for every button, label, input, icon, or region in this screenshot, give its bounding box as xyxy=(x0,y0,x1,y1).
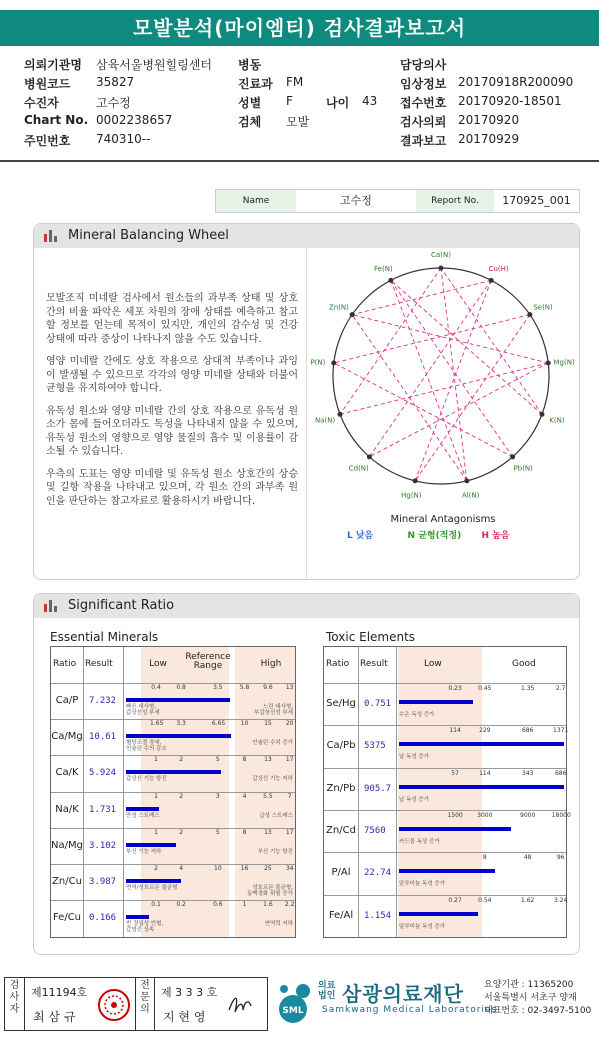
tick-label: 1371 xyxy=(553,727,569,735)
wheel-node-label: Zn(N) xyxy=(328,303,349,312)
org-tel: 대표번호 : 02-3497-5100 xyxy=(484,1006,592,1016)
tick-label: 8 xyxy=(482,854,487,862)
logo-text: SML xyxy=(282,1006,304,1016)
ratio-note-low: 만성 스트레스 xyxy=(126,812,160,819)
tick-label: 15 xyxy=(264,720,272,728)
ratio-note-low: 빈 결핍성 빈혈, 갑염증 상속 xyxy=(126,921,164,934)
ratio-note-low: 혈당조절 장애, 인슐린 수의 감소 xyxy=(126,740,167,753)
wheel-node-label: Na(N) xyxy=(314,416,336,425)
verifier-license: 제11194호 xyxy=(31,986,88,999)
ratio-bar xyxy=(399,742,564,746)
toxic-header xyxy=(324,647,566,683)
tick-label: 2 xyxy=(179,828,184,836)
tick-label: 10 xyxy=(240,720,249,728)
wheel-node xyxy=(439,266,444,271)
tick-label: 3 xyxy=(215,792,220,800)
verifier-name: 최 삼 규 xyxy=(33,1010,76,1024)
label-resident-no: 주민번호 xyxy=(24,134,71,148)
ratio-note-high: 갑상선 기능 저하 xyxy=(252,776,293,783)
ratio-bar xyxy=(126,734,231,738)
org-name-en: Samkwang Medical Laboratories xyxy=(322,1005,498,1015)
antagonism-line xyxy=(415,280,491,480)
antagonism-line xyxy=(369,280,491,456)
tick-label: 7 xyxy=(287,792,292,800)
ratio-bar xyxy=(399,785,564,789)
legend-high: H 높음 xyxy=(481,531,510,541)
row-divider xyxy=(51,864,295,865)
tick-label: 3.3 xyxy=(176,720,186,728)
ratio-result: 1.731 xyxy=(89,804,117,815)
ratio-result: 10.61 xyxy=(89,732,117,743)
value-age: 43 xyxy=(362,94,378,108)
row-divider xyxy=(324,683,566,684)
ratio-result: 5375 xyxy=(364,741,386,752)
ratio-section-header xyxy=(34,594,579,618)
col-low: Low xyxy=(424,659,442,669)
wheel-section-title: Mineral Balancing Wheel xyxy=(68,228,229,243)
label-clinical-info: 임상정보 xyxy=(400,77,447,91)
tick-label: 1.65 xyxy=(150,720,164,728)
org-type-2: 법인 xyxy=(318,991,336,1001)
ratio-name: P/Al xyxy=(331,867,351,879)
ratio-name: Ca/K xyxy=(55,767,79,779)
name-report-box xyxy=(215,189,580,213)
name-label: Name xyxy=(216,190,296,212)
seal-stamp-icon xyxy=(97,988,131,1022)
ratio-bar xyxy=(126,915,149,919)
ratio-note-low: 면역/성호르몬 불균형 xyxy=(126,885,178,891)
value-patient: 고수정 xyxy=(96,96,131,110)
wheel-node xyxy=(331,360,336,365)
col-divider xyxy=(358,647,359,937)
ratio-note-high: 인슐린 수치 증가 xyxy=(252,740,293,747)
col-reference xyxy=(175,653,241,671)
wheel-node xyxy=(350,312,355,317)
tick-label: 686 xyxy=(554,769,567,777)
sml-logo-icon xyxy=(270,979,316,1025)
antagonism-line xyxy=(334,363,513,457)
label-doctor: 담당의사 xyxy=(400,58,447,72)
wheel-node xyxy=(527,312,532,317)
tick-label: 5 xyxy=(215,828,220,836)
wheel-paragraph: 영양 미네랄 간에도 상호 작용으로 상대적 부족이나 과잉이 발생될 수 있으므로 각각의 영양 미네랄 상태와 더불어 균형을 유지하여야 합니다. xyxy=(46,356,298,394)
label-ward: 병동 xyxy=(238,58,262,72)
org-address: 서울특별시 서초구 양재 xyxy=(484,993,577,1003)
wheel-node xyxy=(546,360,551,365)
ratio-note-high: 부신 기능 항진 xyxy=(257,848,293,855)
antagonism-line xyxy=(340,268,441,414)
antagonism-line xyxy=(391,280,542,414)
ratio-bar xyxy=(399,869,495,873)
ratio-note: 카드뮴 독성 증가 xyxy=(399,838,440,845)
ratio-bar xyxy=(399,827,511,831)
tick-label: 1.62 xyxy=(521,896,535,904)
tick-label: 17 xyxy=(285,828,294,836)
ratio-name: Zn/Cd xyxy=(326,824,356,836)
ratio-note: 납 독성 증가 xyxy=(399,796,430,803)
patient-info xyxy=(0,52,599,152)
row-divider xyxy=(51,828,295,829)
tick-label: 0.45 xyxy=(478,685,492,692)
wheel-diagram-pane xyxy=(306,248,579,578)
label-chart-no: Chart No. xyxy=(24,113,89,127)
report-title: 모발분석(마이엠티) 검사결과보고서 xyxy=(0,10,599,46)
wheel-paragraph: 유독성 원소와 영양 미네랄 간의 상호 작용으로 유독성 원소가 몸에 들어오더라도 독성을 나타내지 않을 수 있으며, 유독성 원소의 영향으로 영양 물질의 흡수 및 이용률이 감소될 수 있습니다. xyxy=(46,405,298,457)
antagonism-line xyxy=(352,280,491,314)
tick-label: 25 xyxy=(264,865,272,872)
wheel-node xyxy=(388,278,393,283)
tick-label: 3000 xyxy=(477,811,493,819)
col-result: Result xyxy=(360,659,388,669)
ratio-bar xyxy=(126,698,230,702)
wheel-node xyxy=(413,478,418,483)
ratio-bar xyxy=(126,770,221,774)
legend-low: L 낮음 xyxy=(347,531,374,541)
tick-label: 9.6 xyxy=(263,684,273,691)
ratio-name: Zn/Pb xyxy=(326,782,356,794)
row-divider xyxy=(51,900,295,901)
signature-icon xyxy=(225,992,255,1018)
tick-label: 8 xyxy=(242,828,247,836)
ratio-section xyxy=(33,593,580,955)
ratio-name: Se/Hg xyxy=(326,698,356,709)
report-no-label: Report No. xyxy=(416,190,494,212)
wheel-circle xyxy=(333,268,549,484)
bar-chart-icon xyxy=(44,600,58,612)
tick-label: 0.23 xyxy=(448,685,462,692)
verifier-label-text: 검사자 xyxy=(9,980,20,1015)
tick-label: 16 xyxy=(240,865,249,872)
wheel-node-label: Hg(N) xyxy=(401,491,422,500)
wheel-node-label: K(N) xyxy=(549,416,565,425)
label-specimen: 검체 xyxy=(238,115,262,129)
tick-label: 0.8 xyxy=(176,684,186,691)
ratio-note-high: 연역력 저하 xyxy=(264,921,293,928)
wheel-paragraph: 우측의 도표는 영양 미네랄 및 유독성 원소 상호간의 상승 및 길항 작용을 나타내고 있으며, 각 원소 간의 과부족 원인을 판단하는 참고자료로 활용하시기 바랍니다. xyxy=(46,468,298,507)
ratio-note: 알루미늄 독성 증가 xyxy=(399,881,446,888)
ratio-result: 7.232 xyxy=(89,696,117,706)
tick-label: 1 xyxy=(154,792,158,800)
ratio-name: Fe/Cu xyxy=(52,912,82,924)
wheel-node-label: Mg(N) xyxy=(553,358,575,367)
ratio-name: Zn/Cu xyxy=(52,876,82,887)
antagonism-line xyxy=(369,363,548,457)
wheel-node xyxy=(338,412,343,417)
label-age: 나이 xyxy=(326,96,350,110)
wheel-section-header xyxy=(34,224,579,248)
ratio-note-high: 느린 대사형, 부갑상선성 부세 xyxy=(254,704,293,716)
tick-label: 4 xyxy=(179,865,184,872)
tick-label: 0.27 xyxy=(448,896,462,904)
value-report-date: 20170929 xyxy=(458,132,520,146)
tick-label: 5 xyxy=(215,756,220,764)
verifier-label xyxy=(5,978,25,1030)
tick-label: 34 xyxy=(285,865,294,872)
tick-label: 2 xyxy=(179,792,184,800)
tick-label: 114 xyxy=(479,769,491,777)
value-department: FM xyxy=(286,75,304,89)
ratio-result: 1.154 xyxy=(364,910,392,921)
wheel-node xyxy=(539,412,544,417)
value-sex: F xyxy=(286,94,293,108)
value-clinical-info: 20170918R200090 xyxy=(458,75,574,89)
tick-label: 13 xyxy=(264,756,272,764)
tick-label: 2.2 xyxy=(284,901,295,909)
tick-label: 0.54 xyxy=(478,896,492,904)
ratio-bar xyxy=(399,912,478,916)
value-receipt-no: 20170920-18501 xyxy=(458,94,562,108)
antagonism-line xyxy=(352,315,548,363)
ratio-section-title: Significant Ratio xyxy=(68,598,175,613)
wheel-caption: Mineral Antagonisms xyxy=(390,514,496,525)
label-department: 진료과 xyxy=(238,77,273,91)
ratio-result: 905.7 xyxy=(364,783,392,794)
report-no-value: 170925_001 xyxy=(502,194,571,207)
toxic-title: Toxic Elements xyxy=(326,630,416,644)
wheel-node xyxy=(464,478,469,483)
tick-label: 3.5 xyxy=(213,684,223,691)
tick-label: 1 xyxy=(154,828,158,836)
legend-normal: N 균형(적정) xyxy=(407,531,462,541)
ratio-name: Ca/Mg xyxy=(51,731,83,743)
tick-label: 3.24 xyxy=(554,896,568,904)
label-hospital-code: 병원코드 xyxy=(24,77,71,91)
signature-box xyxy=(4,977,268,1031)
tick-label: 2 xyxy=(154,865,158,872)
antagonism-line xyxy=(391,280,513,456)
low-zone xyxy=(398,647,482,937)
col-result: Result xyxy=(85,659,113,669)
ratio-bar xyxy=(126,843,176,847)
tick-label: 0.1 xyxy=(151,901,161,909)
label-receipt-no: 접수번호 xyxy=(400,96,447,110)
ratio-result: 0.751 xyxy=(364,699,392,709)
tick-label: 9000 xyxy=(520,811,536,819)
col-ratio: Ratio xyxy=(326,659,350,669)
tick-label: 4 xyxy=(242,792,247,800)
tick-label: 10 xyxy=(214,865,222,872)
wheel-node-label: Al(N) xyxy=(461,491,480,500)
essential-header xyxy=(51,647,295,683)
value-hospital-code: 35827 xyxy=(96,75,135,89)
tick-label: 57 xyxy=(451,769,459,777)
wheel-node-label: Ca(N) xyxy=(431,251,451,259)
name-value: 고수정 xyxy=(340,194,372,207)
tick-label: 18000 xyxy=(551,811,571,819)
tick-label: 13 xyxy=(264,828,272,836)
wheel-node xyxy=(489,278,494,283)
tick-label: 0.4 xyxy=(151,684,161,691)
antagonism-line xyxy=(340,363,548,414)
row-divider xyxy=(51,755,295,756)
wheel-paragraph: 모발조직 미네랄 검사에서 원소들의 과부족 상태 및 상호간의 비율 파악은 세포 차원의 장애 상태를 예측하고 참고할 정보를 얻는데 목적이 있지만, 개인의 감수성 및 건강 상태에 따라 증상이 나타나지 않을 수도 있습니다. xyxy=(46,293,298,345)
wheel-node xyxy=(367,454,372,459)
col-high: High xyxy=(260,659,282,669)
row-divider xyxy=(324,768,566,769)
value-request-date: 20170920 xyxy=(458,113,520,127)
toxic-elements-table xyxy=(323,646,571,938)
ratio-bar xyxy=(126,807,159,811)
row-divider xyxy=(51,719,295,720)
divider xyxy=(0,160,599,162)
wheel-legend xyxy=(347,528,567,541)
org-type xyxy=(318,981,335,1001)
row-divider xyxy=(324,810,566,811)
tick-label: 229 xyxy=(479,727,491,735)
label-request-date: 검사의뢰 xyxy=(400,115,447,129)
tick-label: 1.6 xyxy=(263,901,273,909)
tick-label: 1 xyxy=(242,901,247,909)
ratio-name: Fe/Al xyxy=(328,909,354,921)
ratio-result: 22.74 xyxy=(364,868,392,879)
ratio-name: Ca/P xyxy=(55,695,79,706)
ratio-note-low: 빠른 대사형, 갑상선성 부세 xyxy=(126,704,160,716)
bar-chart-icon xyxy=(44,230,58,242)
col-reference-2: Range xyxy=(193,661,223,671)
wheel-node-label: Se(N) xyxy=(533,303,553,312)
antagonism-line xyxy=(391,280,467,480)
col-divider xyxy=(396,647,397,937)
wheel-description xyxy=(46,292,298,517)
ratio-note: 알루미늄 독성 증가 xyxy=(399,923,446,930)
ratio-note-high: 급성 스트레스 xyxy=(259,812,293,819)
tick-label: 0.2 xyxy=(176,901,186,909)
wheel-node xyxy=(510,454,515,459)
tick-label: 343 xyxy=(521,769,534,777)
value-requester: 삼육서울병원힐링센터 xyxy=(96,58,212,72)
ratio-result: 7560 xyxy=(364,825,386,836)
essential-minerals-table xyxy=(50,646,296,938)
ratio-name: Ca/Pb xyxy=(326,740,356,752)
report-footer xyxy=(0,975,599,1035)
tick-label: 2 xyxy=(179,756,184,764)
ratio-result: 0.166 xyxy=(89,913,117,924)
label-requester: 의뢰기관명 xyxy=(24,58,82,72)
specialist-label xyxy=(135,978,155,1030)
tick-label: 96 xyxy=(556,854,565,862)
col-good: Good xyxy=(512,659,536,669)
tick-label: 114 xyxy=(449,727,461,735)
tick-label: 0.6 xyxy=(213,901,223,909)
ratio-note-low: 부신 기능 저하 xyxy=(126,848,162,855)
wheel-node-label: Pb(N) xyxy=(513,464,533,473)
ratio-name: Na/Mg xyxy=(51,839,83,851)
wheel-section xyxy=(33,223,580,580)
antagonism-line xyxy=(334,315,530,363)
row-divider xyxy=(324,725,566,726)
tick-label: 13 xyxy=(285,684,294,691)
specialist-license: 제 3 3 3 호 xyxy=(161,986,218,999)
org-code: 요양기관 : 11365200 xyxy=(484,980,574,990)
tick-label: 5.5 xyxy=(263,792,273,800)
value-chart-no: 0002238657 xyxy=(96,113,173,127)
value-resident-no: 740310-- xyxy=(96,132,151,146)
tick-label: 48 xyxy=(523,854,532,862)
tick-label: 1.35 xyxy=(521,685,535,692)
tick-label: 17 xyxy=(285,756,294,764)
label-sex: 성별 xyxy=(238,96,262,110)
ratio-name: Na/K xyxy=(55,803,79,815)
tick-label: 20 xyxy=(285,720,294,728)
essential-title: Essential Minerals xyxy=(50,630,159,644)
col-reference-1: Reference xyxy=(185,652,231,662)
tick-label: 8 xyxy=(242,756,247,764)
tick-label: 2.7 xyxy=(555,685,566,692)
tick-label: 5.8 xyxy=(239,684,250,691)
row-divider xyxy=(324,895,566,896)
wheel-node-label: Fe(N) xyxy=(374,264,393,273)
label-report-date: 결과보고 xyxy=(400,134,447,148)
ratio-note: 수은 독성 증가 xyxy=(399,712,435,718)
row-divider xyxy=(324,852,566,853)
row-divider xyxy=(51,683,295,684)
specialist-name: 지 현 영 xyxy=(163,1010,206,1024)
tick-label: 686 xyxy=(521,727,534,735)
col-low: Low xyxy=(149,659,167,669)
wheel-node-label: Cd(N) xyxy=(348,464,369,473)
label-patient: 수진자 xyxy=(24,96,59,110)
org-name: 삼광의료재단 xyxy=(342,982,464,1006)
specialist-label-text: 전문의 xyxy=(140,980,150,1015)
tick-label: 1500 xyxy=(447,811,463,819)
row-divider xyxy=(51,792,295,793)
org-contact xyxy=(484,979,591,1018)
ratio-note: 납 독성 증가 xyxy=(399,754,430,761)
tick-label: 6.65 xyxy=(211,720,226,728)
org-type-1: 의료 xyxy=(318,981,336,991)
ratio-result: 3.987 xyxy=(89,877,117,887)
value-specimen: 모발 xyxy=(286,115,310,129)
ratio-result: 3.102 xyxy=(89,840,117,851)
col-ratio: Ratio xyxy=(53,659,77,669)
ratio-note-low: 갑상선 기능 항진 xyxy=(126,776,167,783)
ratio-bar xyxy=(126,879,181,883)
ratio-result: 5.924 xyxy=(89,768,117,779)
wheel-node-label: Cu(H) xyxy=(488,264,509,273)
ratio-bar xyxy=(399,700,473,704)
tick-label: 1 xyxy=(154,756,158,764)
wheel-node-label: P(N) xyxy=(310,358,326,367)
ratio-note-high: 성호르몬 불균형, 동맥경화 위험 증가 xyxy=(246,885,293,897)
